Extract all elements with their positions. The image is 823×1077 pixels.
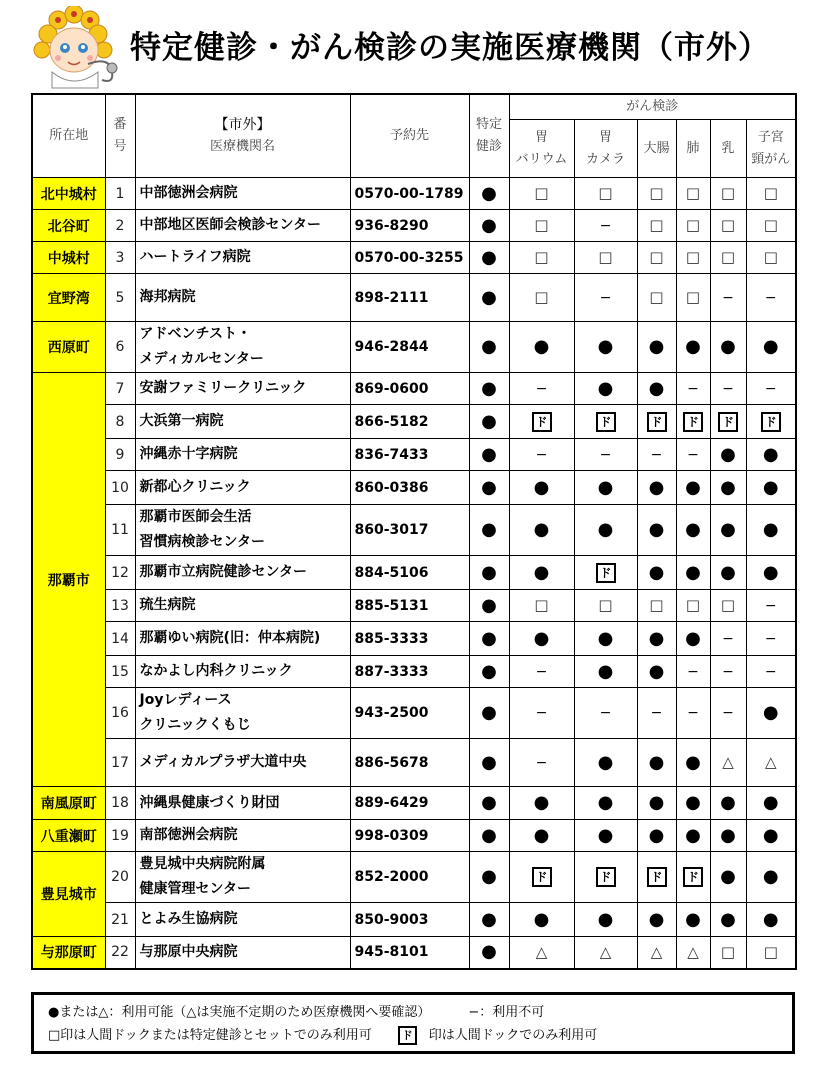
- number-cell: 12: [105, 556, 135, 590]
- mark-circle: ●: [710, 852, 746, 903]
- mark-square: □: [509, 590, 574, 622]
- phone-number: 885-3333: [350, 622, 469, 656]
- mark-square: □: [574, 590, 637, 622]
- header-cancer-col: 乳: [710, 120, 746, 178]
- mark-square: □: [746, 210, 796, 242]
- phone-number: 0570-00-1789: [350, 178, 469, 210]
- mark-circle: ●: [637, 322, 676, 373]
- mark-circle: ●: [469, 656, 509, 688]
- number-cell: 20: [105, 852, 135, 903]
- phone-number: 946-2844: [350, 322, 469, 373]
- table-row: [32, 439, 796, 471]
- mark-square: □: [574, 178, 637, 210]
- dock-mark-icon: ド: [532, 867, 552, 887]
- dock-mark-icon: ド: [596, 412, 616, 432]
- mark-circle: ●: [637, 903, 676, 937]
- institution-name: 南部徳洲会病院: [135, 820, 350, 852]
- phone-number: 898-2111: [350, 274, 469, 322]
- mark-circle: ●: [746, 322, 796, 373]
- location-cell: 宜野湾: [32, 274, 105, 322]
- mark-circle: ●: [509, 505, 574, 556]
- phone-number: 945-8101: [350, 937, 469, 969]
- phone-number: 936-8290: [350, 210, 469, 242]
- institution-name: 新都心クリニック: [135, 471, 350, 505]
- table-row: [32, 688, 796, 739]
- mark-dash: −: [710, 656, 746, 688]
- mark-circle: ●: [469, 274, 509, 322]
- mark-circle: ●: [469, 210, 509, 242]
- mark-circle: ●: [469, 739, 509, 787]
- mark-circle: ●: [746, 505, 796, 556]
- location-cell: 中城村: [32, 242, 105, 274]
- table-row: [32, 903, 796, 937]
- mark-circle: ●: [710, 471, 746, 505]
- institution-name: なかよし内科クリニック: [135, 656, 350, 688]
- mark-dock: [676, 852, 710, 903]
- number-cell: 16: [105, 688, 135, 739]
- mark-square: □: [637, 210, 676, 242]
- mark-circle: ●: [469, 439, 509, 471]
- mark-dash: −: [509, 739, 574, 787]
- location-cell: 南風原町: [32, 787, 105, 820]
- mark-circle: ●: [637, 787, 676, 820]
- phone-number: 0570-00-3255: [350, 242, 469, 274]
- institution-name: 海邦病院: [135, 274, 350, 322]
- mark-circle: ●: [676, 556, 710, 590]
- mark-circle: ●: [637, 820, 676, 852]
- mark-square: □: [509, 178, 574, 210]
- phone-number: 998-0309: [350, 820, 469, 852]
- institution-name: 与那原中央病院: [135, 937, 350, 969]
- table-row: [32, 852, 796, 903]
- table-row: [32, 274, 796, 322]
- mark-dash: −: [710, 622, 746, 656]
- mark-circle: ●: [509, 556, 574, 590]
- mark-circle: ●: [637, 739, 676, 787]
- institution-name: とよみ生協病院: [135, 903, 350, 937]
- phone-number: 943-2500: [350, 688, 469, 739]
- mark-dash: −: [746, 622, 796, 656]
- table-row: [32, 505, 796, 556]
- table-row: [32, 590, 796, 622]
- mark-dash: −: [746, 590, 796, 622]
- table-row: [32, 937, 796, 969]
- mark-circle: ●: [469, 373, 509, 405]
- number-cell: 19: [105, 820, 135, 852]
- institution-name: 豊見城中央病院附属 健康管理センター: [135, 852, 350, 903]
- institution-name: メディカルプラザ大道中央: [135, 739, 350, 787]
- mark-triangle: △: [509, 937, 574, 969]
- mark-circle: ●: [676, 903, 710, 937]
- mark-dash: −: [574, 210, 637, 242]
- mark-square: □: [509, 210, 574, 242]
- mark-circle: ●: [469, 405, 509, 439]
- dock-mark-icon: ド: [398, 1026, 417, 1045]
- mark-triangle: △: [746, 739, 796, 787]
- mark-square: □: [637, 590, 676, 622]
- mark-circle: ●: [509, 471, 574, 505]
- phone-number: 887-3333: [350, 656, 469, 688]
- location-cell: 北谷町: [32, 210, 105, 242]
- mark-square: □: [710, 937, 746, 969]
- institution-name: 那覇ゆい病院(旧：仲本病院): [135, 622, 350, 656]
- header-cancer-col: 胃 カメラ: [574, 120, 637, 178]
- header-tokutei: 特定 健診: [469, 94, 509, 178]
- phone-number: 884-5106: [350, 556, 469, 590]
- mark-square: □: [509, 274, 574, 322]
- mark-triangle: △: [676, 937, 710, 969]
- mark-circle: ●: [509, 820, 574, 852]
- legend-dock-only: 印は人間ドックでのみ利用可: [428, 1028, 598, 1043]
- institution-name: 中部地区医師会検診センター: [135, 210, 350, 242]
- mark-circle: ●: [469, 787, 509, 820]
- mark-circle: ●: [469, 820, 509, 852]
- mark-dock: [574, 852, 637, 903]
- mark-circle: ●: [637, 622, 676, 656]
- table-row: [32, 242, 796, 274]
- dock-mark-icon: ド: [718, 412, 738, 432]
- institution-name: 沖縄県健康づくり財団: [135, 787, 350, 820]
- mark-square: □: [676, 178, 710, 210]
- mark-circle: ●: [469, 322, 509, 373]
- table-row: [32, 656, 796, 688]
- table-row: [32, 471, 796, 505]
- mark-circle: ●: [710, 787, 746, 820]
- mark-circle: ●: [676, 505, 710, 556]
- number-cell: 13: [105, 590, 135, 622]
- mark-circle: ●: [574, 656, 637, 688]
- institution-name: 中部徳洲会病院: [135, 178, 350, 210]
- phone-number: 889-6429: [350, 787, 469, 820]
- mark-circle: ●: [469, 937, 509, 969]
- mark-circle: ●: [574, 820, 637, 852]
- mark-dash: −: [746, 656, 796, 688]
- mark-dock: [637, 852, 676, 903]
- table-row: [32, 556, 796, 590]
- number-cell: 2: [105, 210, 135, 242]
- header-number: 番 号: [105, 94, 135, 178]
- mascot-illustration: [28, 6, 120, 90]
- mark-circle: ●: [710, 505, 746, 556]
- phone-number: 885-5131: [350, 590, 469, 622]
- mark-dock: [746, 405, 796, 439]
- phone-number: 866-5182: [350, 405, 469, 439]
- mark-dock: [710, 405, 746, 439]
- mark-square: □: [637, 178, 676, 210]
- phone-number: 836-7433: [350, 439, 469, 471]
- mark-circle: ●: [469, 505, 509, 556]
- mark-circle: ●: [746, 820, 796, 852]
- number-cell: 5: [105, 274, 135, 322]
- mark-dash: −: [676, 656, 710, 688]
- legend-square: □印は人間ドックまたは特定健診とセットでのみ利用可: [48, 1028, 372, 1043]
- mark-dock: [676, 405, 710, 439]
- mark-circle: ●: [676, 820, 710, 852]
- mark-dock: [574, 405, 637, 439]
- number-cell: 7: [105, 373, 135, 405]
- mark-circle: ●: [469, 590, 509, 622]
- mark-circle: ●: [574, 471, 637, 505]
- mark-circle: ●: [746, 556, 796, 590]
- mark-circle: ●: [676, 471, 710, 505]
- mark-square: □: [676, 242, 710, 274]
- mark-square: □: [676, 210, 710, 242]
- mark-dash: −: [637, 688, 676, 739]
- page-title: 特定健診・がん検診の実施医療機関（市外）: [130, 30, 770, 66]
- mark-triangle: △: [637, 937, 676, 969]
- phone-number: 850-9003: [350, 903, 469, 937]
- mark-square: □: [676, 590, 710, 622]
- mark-dash: −: [574, 274, 637, 322]
- mark-circle: ●: [509, 322, 574, 373]
- phone-number: 852-2000: [350, 852, 469, 903]
- mark-circle: ●: [509, 787, 574, 820]
- institution-name: 那覇市立病院健診センター: [135, 556, 350, 590]
- mark-dash: −: [710, 688, 746, 739]
- table-row: [32, 405, 796, 439]
- mark-circle: ●: [574, 505, 637, 556]
- mark-dash: −: [509, 439, 574, 471]
- institution-name: 琉生病院: [135, 590, 350, 622]
- mark-square: □: [710, 178, 746, 210]
- number-cell: 8: [105, 405, 135, 439]
- table-row: [32, 210, 796, 242]
- mark-circle: ●: [637, 373, 676, 405]
- institution-name: 那覇市医師会生活 習慣病検診センター: [135, 505, 350, 556]
- mark-square: □: [574, 242, 637, 274]
- mark-circle: ●: [469, 852, 509, 903]
- mark-circle: ●: [469, 688, 509, 739]
- mark-circle: ●: [509, 622, 574, 656]
- mark-circle: ●: [637, 505, 676, 556]
- table-row: [32, 739, 796, 787]
- table-row: [32, 373, 796, 405]
- mark-dock: [509, 852, 574, 903]
- mark-dash: −: [676, 688, 710, 739]
- number-cell: 21: [105, 903, 135, 937]
- location-cell: 那覇市: [32, 373, 105, 787]
- mark-square: □: [509, 242, 574, 274]
- mark-circle: ●: [710, 322, 746, 373]
- number-cell: 14: [105, 622, 135, 656]
- mark-circle: ●: [469, 622, 509, 656]
- mark-dash: −: [574, 688, 637, 739]
- mark-circle: ●: [746, 688, 796, 739]
- legend-available: ●または△：利用可能（△は実施不定期のため医療機関へ要確認）: [48, 1005, 431, 1020]
- mark-dock: [637, 405, 676, 439]
- mark-square: □: [710, 590, 746, 622]
- mark-square: □: [746, 937, 796, 969]
- header-institution: 【市外】 医療機関名: [135, 94, 350, 178]
- mark-dash: −: [676, 439, 710, 471]
- table-row: [32, 787, 796, 820]
- institution-name: アドベンチスト・ メディカルセンター: [135, 322, 350, 373]
- phone-number: 886-5678: [350, 739, 469, 787]
- legend-unavailable: −：利用不可: [468, 1005, 545, 1020]
- number-cell: 10: [105, 471, 135, 505]
- mark-circle: ●: [710, 820, 746, 852]
- mark-circle: ●: [676, 322, 710, 373]
- mark-circle: ●: [469, 242, 509, 274]
- header-cancer-col: 子宮 頸がん: [746, 120, 796, 178]
- mark-circle: ●: [469, 903, 509, 937]
- mark-circle: ●: [574, 787, 637, 820]
- mark-dash: −: [509, 373, 574, 405]
- mark-circle: ●: [746, 787, 796, 820]
- mark-dash: −: [746, 373, 796, 405]
- dock-mark-icon: ド: [596, 563, 616, 583]
- mark-circle: ●: [746, 439, 796, 471]
- number-cell: 11: [105, 505, 135, 556]
- header-contact: 予約先: [350, 94, 469, 178]
- mark-circle: ●: [710, 903, 746, 937]
- mark-square: □: [746, 242, 796, 274]
- number-cell: 6: [105, 322, 135, 373]
- table-row: [32, 178, 796, 210]
- mark-square: □: [676, 274, 710, 322]
- mark-dash: −: [676, 373, 710, 405]
- mark-square: □: [710, 242, 746, 274]
- mark-circle: ●: [746, 903, 796, 937]
- dock-mark-icon: ド: [532, 412, 552, 432]
- location-cell: 与那原町: [32, 937, 105, 969]
- mark-circle: ●: [710, 556, 746, 590]
- institution-name: 安謝ファミリークリニック: [135, 373, 350, 405]
- mark-dash: −: [574, 439, 637, 471]
- number-cell: 3: [105, 242, 135, 274]
- phone-number: 860-3017: [350, 505, 469, 556]
- number-cell: 1: [105, 178, 135, 210]
- mark-dash: −: [746, 274, 796, 322]
- dock-mark-icon: ド: [683, 867, 703, 887]
- institution-name: 沖縄赤十字病院: [135, 439, 350, 471]
- number-cell: 15: [105, 656, 135, 688]
- dock-mark-icon: ド: [647, 412, 667, 432]
- mark-circle: ●: [637, 556, 676, 590]
- mark-dock: [509, 405, 574, 439]
- header-cancer-col: 肺: [676, 120, 710, 178]
- mark-circle: ●: [574, 373, 637, 405]
- mark-circle: ●: [637, 471, 676, 505]
- mark-triangle: △: [574, 937, 637, 969]
- location-cell: 八重瀬町: [32, 820, 105, 852]
- mark-circle: ●: [574, 622, 637, 656]
- mark-dock: [574, 556, 637, 590]
- mark-square: □: [710, 210, 746, 242]
- mark-dash: −: [637, 439, 676, 471]
- mark-circle: ●: [509, 903, 574, 937]
- table-row: [32, 622, 796, 656]
- location-cell: 豊見城市: [32, 852, 105, 937]
- institution-name: 大浜第一病院: [135, 405, 350, 439]
- header-cancer-col: 胃 バリウム: [509, 120, 574, 178]
- number-cell: 18: [105, 787, 135, 820]
- institution-name: Joyレディース クリニックくもじ: [135, 688, 350, 739]
- header-cancer-col: 大腸: [637, 120, 676, 178]
- mark-dash: −: [710, 274, 746, 322]
- facility-table: [31, 93, 797, 970]
- mark-dash: −: [710, 373, 746, 405]
- mark-circle: ●: [676, 622, 710, 656]
- mark-circle: ●: [574, 322, 637, 373]
- mark-circle: ●: [710, 439, 746, 471]
- institution-name: ハートライフ病院: [135, 242, 350, 274]
- legend-box: [31, 992, 795, 1054]
- location-cell: 北中城村: [32, 178, 105, 210]
- mark-circle: ●: [574, 739, 637, 787]
- dock-mark-icon: ド: [647, 867, 667, 887]
- mark-circle: ●: [676, 787, 710, 820]
- phone-number: 860-0386: [350, 471, 469, 505]
- header-cancer: がん検診: [509, 94, 796, 120]
- mark-circle: ●: [469, 178, 509, 210]
- header-location: 所在地: [32, 94, 105, 178]
- mark-circle: ●: [746, 471, 796, 505]
- location-cell: 西原町: [32, 322, 105, 373]
- mark-dash: −: [509, 688, 574, 739]
- mark-circle: ●: [469, 556, 509, 590]
- mark-square: □: [637, 242, 676, 274]
- phone-number: 869-0600: [350, 373, 469, 405]
- mark-square: □: [746, 178, 796, 210]
- mark-circle: ●: [746, 852, 796, 903]
- number-cell: 9: [105, 439, 135, 471]
- mark-dash: −: [509, 656, 574, 688]
- number-cell: 17: [105, 739, 135, 787]
- mark-circle: ●: [637, 656, 676, 688]
- dock-mark-icon: ド: [761, 412, 781, 432]
- mark-circle: ●: [574, 903, 637, 937]
- mark-circle: ●: [469, 471, 509, 505]
- dock-mark-icon: ド: [683, 412, 703, 432]
- table-row: [32, 820, 796, 852]
- mark-triangle: △: [710, 739, 746, 787]
- table-row: [32, 322, 796, 373]
- mark-square: □: [637, 274, 676, 322]
- mark-circle: ●: [676, 739, 710, 787]
- number-cell: 22: [105, 937, 135, 969]
- dock-mark-icon: ド: [596, 867, 616, 887]
